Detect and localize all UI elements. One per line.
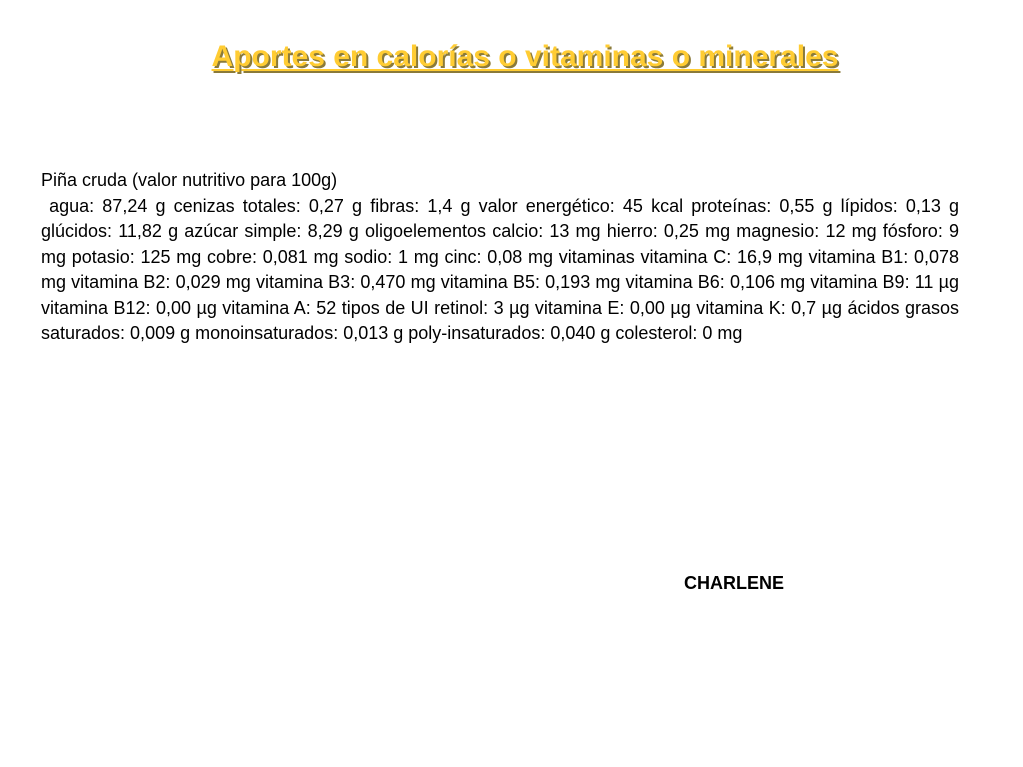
nutrient-text: agua: 87,24 g cenizas totales: 0,27 g fibras: 1,4 g valor energético: 45 kcal proteínas: 0,55 g lípidos: 0,13 g glúcidos: 11,82 g azúcar simple: 8,29 g oligoelementos calcio: 13 mg hierro: 0,25 mg magnesio: 12 mg fósforo: 9 mg potasio: 125 mg cobre: 0,081 mg sodio: 1 mg cinc: 0,08 mg vitaminas vitamina C: 16,9 mg vitamina B1: 0,078 mg vitamina B2: 0,029 mg vitamina B3: 0,470 mg vitamina B5: 0,193 mg vitamina B6: 0,106 mg vitamina B9: 11 µg vitamina B12: 0,00 µg vitamina A: 52 tipos de UI retinol: 3 µg vitamina E: 0,00 µg vitamina K: 0,7 µg ácidos grasos saturados: 0,009 g monoinsaturados: 0,013 g poly-insaturados: 0,040 g colesterol: 0 mg [41, 195, 965, 343]
slide-content [41, 168, 965, 347]
slide-title: Aportes en calorías o vitaminas o minerales [211, 40, 839, 73]
food-heading: Piña cruda (valor nutritivo para 100g) [41, 170, 338, 190]
author-name: CHARLENE [684, 573, 785, 593]
